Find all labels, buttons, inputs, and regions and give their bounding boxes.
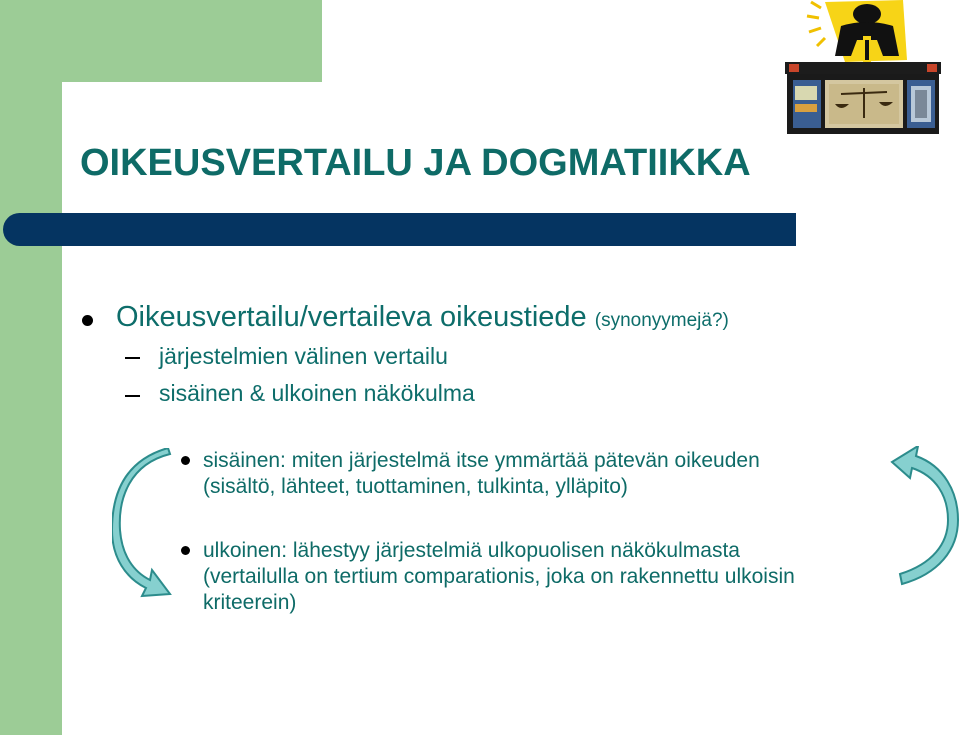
justice-scales-clipart-icon [785, 0, 943, 136]
ulkoinen-line-2: (vertailulla on tertium comparationis, joka on rakennettu ulkoisin [203, 565, 795, 588]
main-bullet-note: (synonyymejä?) [594, 310, 729, 331]
sisainen-line-1: sisäinen: miten järjestelmä itse ymmärtää pätevän oikeuden [203, 449, 760, 472]
dash-icon [125, 357, 140, 359]
page-title: OIKEUSVERTAILU JA DOGMATIIKKA [80, 142, 751, 184]
bullet-icon [181, 456, 190, 465]
curved-arrow-right-icon [888, 446, 959, 586]
sub-bullet-2: sisäinen & ulkoinen näkökulma [159, 380, 475, 406]
sub-bullet-1: järjestelmien välinen vertailu [159, 343, 448, 369]
sisainen-line-2: (sisältö, lähteet, tuottaminen, tulkinta, ylläpito) [203, 475, 628, 498]
ulkoinen-line-3: kriteerein) [203, 591, 297, 614]
title-underline-bar [3, 213, 796, 246]
main-bullet-label: Oikeusvertailu/vertaileva oikeustiede [116, 301, 587, 333]
main-bullet-text [116, 301, 729, 334]
background-top-band [0, 0, 322, 82]
background-left-band [0, 0, 62, 735]
bullet-icon [82, 315, 93, 326]
bullet-icon [181, 546, 190, 555]
ulkoinen-line-1: ulkoinen: lähestyy järjestelmiä ulkopuolisen näkökulmasta [203, 539, 740, 562]
curved-arrow-left-icon [112, 448, 174, 600]
dash-icon [125, 395, 140, 397]
